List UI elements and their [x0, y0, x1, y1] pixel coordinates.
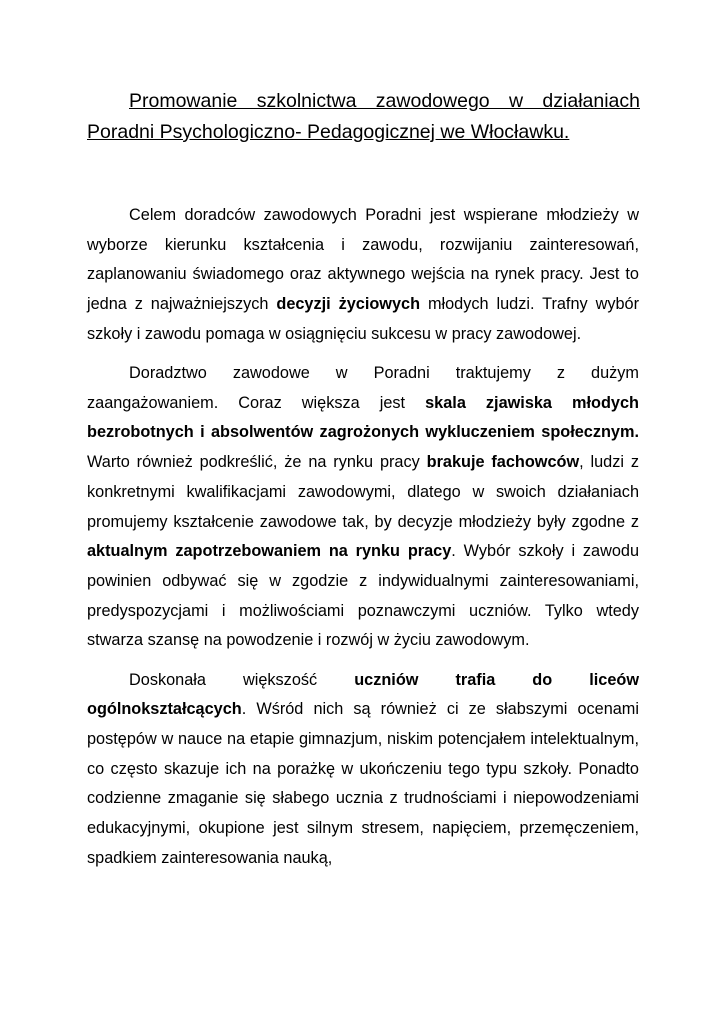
text-run: . Wśród nich są również ci ze słabszymi ocenami postępów w nauce na etapie gimnazjum, niskim potencjałem intelektualnym, co często skazuje ich na porażkę w ukończeniu tego typu szkoły. Ponadto codzienne zmaganie się słabego ucznia z trudnościami i niepowodzeniami edukacyjnymi, okupione jest silnym stresem, napięciem, przemęczeniem, spadkiem zainteresowania nauką,: [87, 700, 639, 867]
text-run: Warto również podkreślić, że na rynku pracy: [87, 453, 427, 472]
text-run: młodych ludzi. Trafny wybór szkoły i zawodu pomaga w osiągnięciu sukcesu w pracy zawodowej.: [87, 295, 639, 343]
paragraph: [87, 666, 639, 874]
text-run: Doradztwo zawodowe w Poradni traktujemy z dużym zaangażowaniem. Coraz większa jest: [87, 364, 639, 412]
bold-phrase: aktualnym zapotrzebowaniem na rynku pracy: [87, 542, 452, 561]
text-run: , ludzi z konkretnymi kwalifikacjami zawodowymi, dlatego w swoich działaniach promujemy kształcenie zawodowe tak, by decyzje młodzieży były zgodne z: [87, 453, 639, 531]
bold-phrase: decyzji życiowych: [276, 295, 421, 314]
bold-phrase: brakuje fachowców: [426, 453, 580, 472]
bold-phrase: skala zjawiska młodych bezrobotnych i absolwentów zagrożonych wykluczeniem społecznym.: [87, 393, 639, 442]
paragraph: [87, 201, 639, 350]
text-run: Celem doradców zawodowych Poradni jest wspierane młodzieży w wyborze kierunku kształcenia i zawodu, rozwijaniu zainteresowań, zaplanowaniu świadomego oraz aktywnego wejścia na rynek pracy. Jest to jedna z najważniejszych: [87, 206, 639, 314]
paragraph: [87, 359, 639, 656]
document-title: Promowanie szkolnictwa zawodowego w działaniach Poradni Psychologiczno- Pedagogicznej we Włocławku.: [87, 90, 640, 143]
document-body: [87, 201, 639, 883]
bold-phrase: uczniów trafia do liceów ogólnokształcących: [87, 670, 639, 719]
text-run: Doskonała większość: [129, 670, 355, 689]
text-run: . Wybór szkoły i zawodu powinien odbywać się w zgodzie z indywidualnymi zainteresowaniami, predyspozycjami i możliwościami poznawczymi uczniów. Tylko wtedy stwarza szansę na powodzenie i rozwój w życiu zawodowym.: [87, 542, 640, 650]
